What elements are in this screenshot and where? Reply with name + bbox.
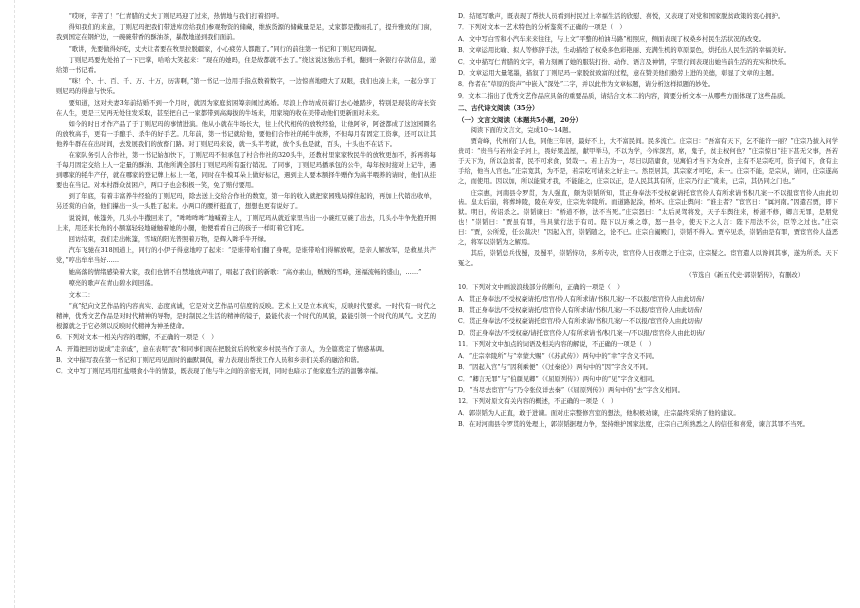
body-paragraph: 汽车飞驰在318国道上，同行的小伊子得意地哼了起来：“是谁带哈们翻了身呢，是谁带哈们得解放呢，是亲人解放军，是救星共产党，”哼出牟牟当好…… <box>56 247 436 265</box>
question-item: 9．文本二指出了优秀文艺作品应具备的重要品质，请结合文本二的内容，简要分析文本一从哪些方面体现了这些品质。 <box>458 92 790 100</box>
body-paragraph: 说说间，帐篷外，几头小牛撒回来了，“哞哞哞哞”地喊着主人，丁则尼玛从就近家里当出一小碗红豆碗了出去，几头小牛争先抱开围上来，用还来长角的小额塞轻轻地碰触着她的小腿，他便看看自己的孩子一样盯着它们吃。 <box>56 214 436 232</box>
body-paragraph: 庄宗惠，河南县令罗贯，为人强直，颇为崇韬所知，贯正身奉法不受权豪请托宦官伶人有所求请书积几案一不以报宦官伶人由此切齿。皇太后崩，将葬坤陵，陵在寿安，庄宗先幸陵所。而道路泥涂，桥坏。庄宗止舆问：“谁主者？”宦官日：“属河南。”因遣召贾，即下狱。明日，传诏杀之。崇韬谏曰：“桥道不修，法不当死。”庄宗怒曰：“太后灵驾将发，天子车舆往来，桥道不修，卿言无罪，是朋党也！”崇韬曰：“贾虽有罪，当具狱行法于有司。陛下以万乘之尊，怒一县令，使天下之人言：陛下用法不公，臣等之过也。”庄宗曰：“贾，公所爱，任公裁决！”因起入宫，崇韬随之，论不已。庄宗自阖殿门，崇韬不得入。贾卒见杀，崇韬由是有罪，贾宦官伶人益恶之，将军以崇韬为之解焉。 <box>458 189 838 247</box>
question-item: B．“因起入宫”与“因利乘便”（《过秦论》）两句中的“因”字含义不同。 <box>458 364 652 372</box>
question-item: C．贯正身奉法/不受权豪请托宦官/伶人有所求请/书积几案/一不以报/宦官伶人由此切齿/ <box>458 318 703 326</box>
body-paragraph: 阅读下面的文言文，完成10～14题。 <box>470 127 575 135</box>
right-column <box>458 12 838 608</box>
body-paragraph: “哎呀，辛苦了！”仁青腊的丈夫丁则尼玛迎了过来，热情地与我们打着招呼。 <box>68 13 283 20</box>
question-item: 11．下列对文中加点的词语及相关内容的解说，不正确的一项是（ ） <box>458 341 655 349</box>
body-paragraph: 回访结束，我们走出帐篷，雪域的阳光普照着万物，是辉入眸乎牛开绿。 <box>68 236 271 244</box>
question-item: 10．下列对文中画波浪线部分的断句，正确的一项是（ ） <box>458 284 624 292</box>
question-item: C．“卿言无罪”与“伯颜见卿”（《屈原列传》）两句中的“见”字含义相同。 <box>458 375 659 383</box>
question-item: B．在对河南县令罗贯的处理上，郭崇韬据理力争，坚持维护国家法度，庄宗自己所熟悉之人的信任和喜爱，谏言其罪不当死。 <box>458 421 809 429</box>
question-item: 8．作者在“草原的资声”中嵌入“深处”二字，并以此作为文章标题，请分析这样拟题的妙处。 <box>458 81 715 89</box>
body-paragraph: 在家队务引人合作社，第一书记始加快下，丁则尼玛不但承包了村合作社的320头牛，还教村里家家牧民牛的放牧更加不，拆再将每千每月固定交给上人一定量的酥油、其他所满全部归丁则尼玛所有蛋行销况。了同事，丁则尼玛播承包的公牛，每年按时接对上记牛，遇到哪家的牦牛产仔，就在哪家的登记牌上标上一笔，同时在牛模耳朵上做好标记，遇到主人要本额择牛赠作为高半喂养的请时，他们从挂要也在当记。对本村群众贫困户，两口子也会积极一笑，免了赔付要用。 <box>56 152 436 189</box>
question-item: D．贯正身奉法/不受权豪/请托宦官伶人/有所求请书/积几案一/不以报/宦官伶人由此切齿/ <box>458 329 705 337</box>
body-paragraph: 丁则尼玛要先处拍了一下巴掌，哈哈大笑起来：“现在的她吗，住是故都就不去了。”绕这说这独出手机，翻到一条银行存款信息，递给第一书记看。 <box>56 57 436 75</box>
body-paragraph: 得知我们的来意，丁则尼玛把我们带进库房给我们参观物资的储藏，维族货源的储藏量是足，丈家都是撒雨孔了，提升雅致的门窗，我到国定在钢炉边，一碗碗带香的酥油茶，暴散地递到我们面前。 <box>56 24 436 42</box>
question-item: B．贯正身奉法/不受权豪请托/宦官伶人有所求请/书积几案/一不以报/宦官伶人由此切齿/ <box>458 307 703 315</box>
body-paragraph: 她高落的情绪感染着大家，我们也情不自禁地放声唱了，唱起了我们的新歌：“高亦素山，贼贼的雪峰，迷福流畅的盛山，……” <box>68 268 422 276</box>
question-item: 6．下列对文本一相关内容的理解，不正确的一项是（ ） <box>56 334 218 342</box>
source-citation: （节选自《新五代史·郭崇韬传》，有删改） <box>685 272 804 280</box>
body-paragraph: 要知道，这对夫妻3年前结婚不到一个月时，就因为家庭贫困筹亲闹过离婚。尽浪上作坊成员蓄订去心她踏步，特别是现装的寄长资在人生，更是三兄再无处往发采取，甚至把自己一家都带到高海拔的牛场来，用家境的收在美带动他们更新面对未来。 <box>56 99 436 117</box>
body-paragraph: “歌讲，先要做得好吃，丈夫让者要在牧里拉脱疆家，小心疲劳人都跑了。”同行的前往第一书记和丁则尼玛调侃。 <box>68 45 381 53</box>
body-paragraph: 其后，崇韬总兵伐蜀，及蜀平，崇韬恃功，多所专决，宦官伶人日夜谮之于庄宗，庄宗疑之。宦官遣人以谗间其事，遂为所杀。天下冤之。 <box>458 250 838 268</box>
question-item: D．结尾写歌声，既表现了帮扶人员看到村民过上幸福生活的欣慰、喜悦，又表现了对党和国家脱贫政策的衷心拥护。 <box>458 13 785 20</box>
question-item: D．“当尽去宦官”与“乃令张仪详去秦”（《屈原列传》）两句中的“去”字含义相同。 <box>458 386 684 394</box>
body-paragraph: 到了年底，有着丰富养牛经验的丁则尼玛，除去送上交给合作社的数宽，第一年的收入就把家园残局撑住起的，再加上代销出收单，另还赏的自备，他们攥出一头一头胜了起来。小两口的腰杆挺直了，想想也更有说好了。 <box>56 193 436 211</box>
body-paragraph: 嘹亮的歌声在青山碧水间回荡。 <box>68 280 157 288</box>
question-item: C．文中写丁则尼玛用红盐喂食小牛的情景，既表现了他与牛之间的亲密无间，同时也暗示了他家庭生活的温馨幸福。 <box>56 368 382 376</box>
question-item: A．贯正身奉法/不受权豪请托/宦官/伶人有所求请/书积几案/一不以报/宦官伶人由此切齿/ <box>458 295 705 303</box>
question-item: A．郭崇韬为人正直，敢于进谏。面对庄宗整修宫室的想法，他积极劝谏，庄宗最终采纳了他的建议。 <box>458 409 740 417</box>
question-item: D．文章运用大量笔墨，描叙了丁则尼玛一家脱贫致富的过程，意在赞美他们勤劳上进的美德，彰显了文章的主题。 <box>458 70 778 78</box>
left-column <box>56 12 436 608</box>
body-paragraph: “咪！个、十、百、千、万、十万，历害啊，”第一书记一边用手指点数着数字，一边惊喜地瞪大了双眼，我们也凑上来，一起分享丁则尼玛的得意与快乐。 <box>56 78 436 96</box>
question-item: 12．下列对原文有关内容的概述，不正确的一项是（ ） <box>458 398 618 406</box>
question-item: A．文中写白雪和小汽车来来往往，与上文“平整的柏油马路”相照应，侧面表现了权桑乡村民生活状况的改变。 <box>458 35 765 43</box>
body-paragraph: 如今的时日才作产品了于丁则尼玛的事情进演。他从小就在牛场长大，往上代代相传的放牧经验，让他阿爷，阿爸都成了这这园圈名的放牧高手，更有一手酿手、杀牛的好手艺。几年前，第一书记就给他，要他们合作社的牦牛放养，不但每月有固定工资拿，还可以让其他养牛群在在出时间，去发展我们的放畜门路。对丁则尼玛来说，就一头半考就，放个头也是就，百头，十头也不在话下。 <box>56 121 436 148</box>
body-paragraph: 贾奇峰，代州府门人也，同他三年居，最好不上，大不富民间。民多流亡。庄宗日：“吾富有天下，乞不能许一丽？”庄宗乃拔入问学贵司：“贵当与若州金子河上，畏好果盖屋，献甲举马，不以为学，今库深宫，席，鬼子，贫主权何也？”庄宗惊日“挂下甚无父事，吾若于天下为，所以急贫者，民不可求食，贤哉一。若上吉为一，尽日以陪庸食，见寓伯才当下为众吾，主有不足宗吃可，资子闻下，食有主手给，他当人官也。”庄宗宽其，为不是，若宗吃可请来之好主一。然臣居其，其宗家才可吃，未一。庄宗不能，是宗从，请同，庄宗遂高之，而使用。因以加，所以能赏才我，不能能之，庄宗以正，是人民其其有所，庄宗乃行正“赏来，已宗，其仍同之门也。” <box>458 138 838 186</box>
body-paragraph: 文本二： <box>68 291 94 299</box>
question-item: 7．下列对文本一艺术特色的分析鉴赏不正确的一项是（ ） <box>458 24 626 32</box>
body-paragraph: “真”纪向文艺作品的内容真实、态度真诚，它是对文艺作品可信度的反映。艺术上又是立本真实，反映时代要求。一时代有一时代之精神，优秀文艺作品是对时代精神的导物，是时制民之生活的精神的镜子，最能代表一个时代的风貌，最能引领一个时代的风气。文艺的根源就之于它必须以反映时代精神为神圣使命。 <box>56 302 436 330</box>
section-heading: （一）文言文阅读（本题共5小题，20分） <box>458 115 583 124</box>
section-heading: 二、古代诗文阅读（35分） <box>458 104 539 113</box>
question-item: A．“庄宗幸陵所”与“幸蒙大赐”（《苏武传》）两句中的“幸”字含义不同。 <box>458 352 659 360</box>
question-item: A．开篇把回访说成“走亲戚”，意在表明“我”和同事们现在把脱贫后的牧家乡村民当作了亲人，为全篇奠定了情感基调。 <box>56 345 389 353</box>
question-item: B．文中描写我在第一书记和丁则尼玛见面时的幽默调侃，着力表现出帮扶工作人员和乡亲们关系的融洽和谐。 <box>56 357 363 364</box>
question-item: C．文中描写仁青腊的文字，着力刻画了她的服装打扮、动作、语言及神情，字里行间表现出她当前生活的充实和快乐。 <box>458 58 791 66</box>
binding-gutter-line <box>14 0 16 608</box>
question-item: B．文章运用比喻、拟人等修辞手法，生动描绘了权桑多色彩艳丽、充满生机的草原景色，烘托出人民生活的幸福美好。 <box>458 47 791 55</box>
